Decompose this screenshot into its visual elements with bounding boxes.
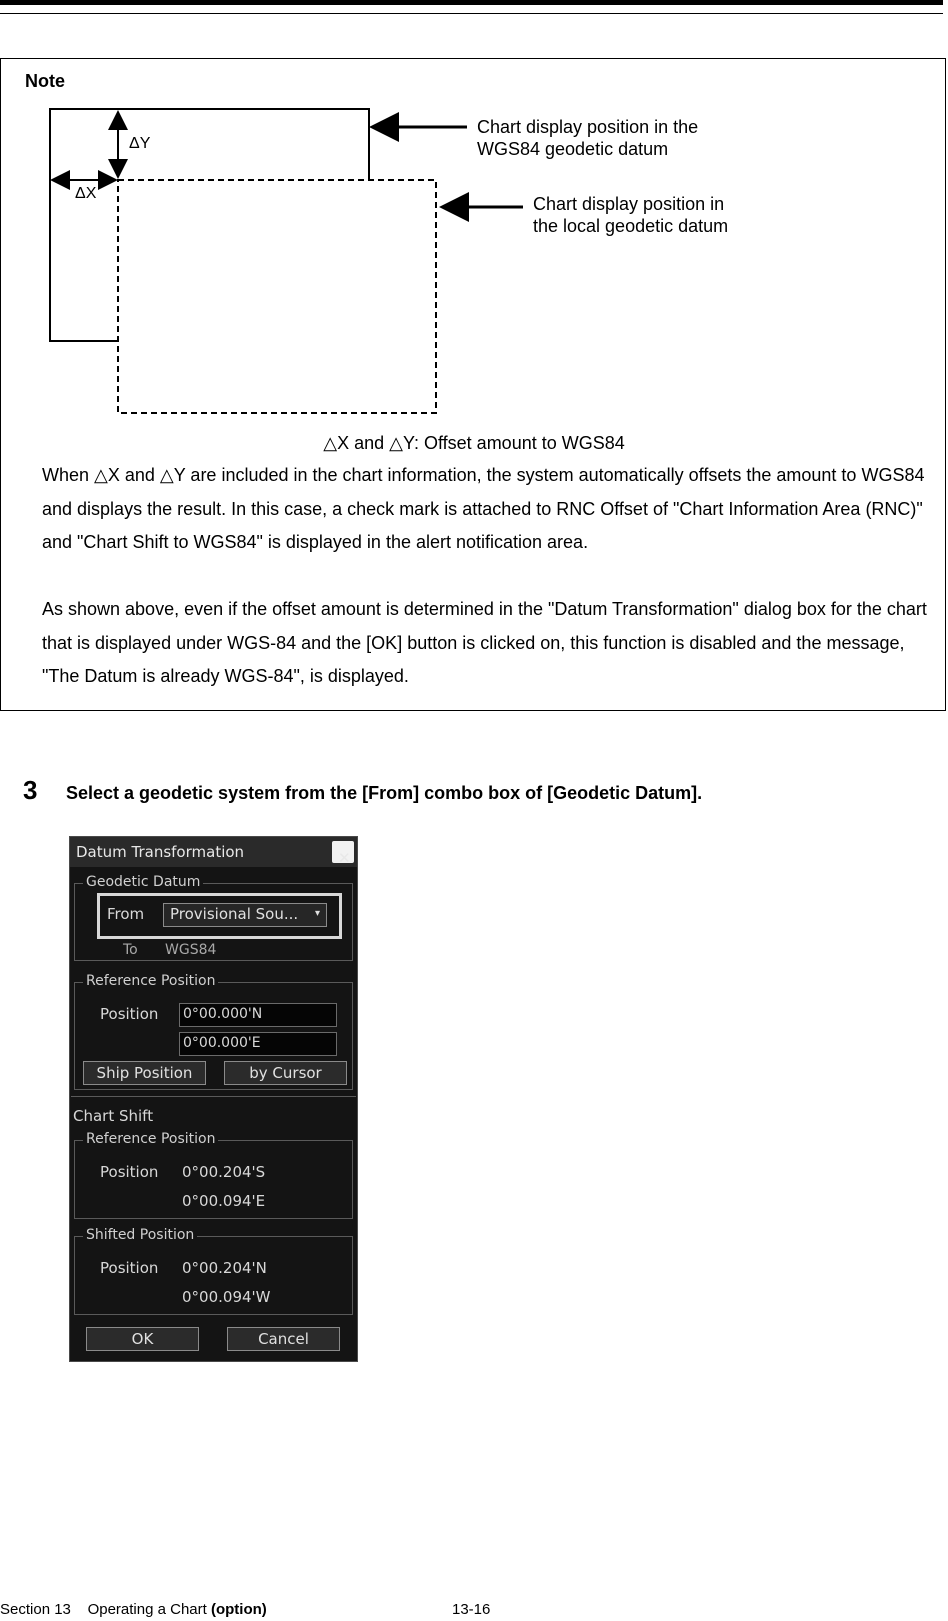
dialog-title: Datum Transformation [76,843,245,861]
from-combo-value: Provisional Sou... [170,905,299,923]
geodetic-datum-label: Geodetic Datum [83,874,203,890]
step-number: 3 [23,775,38,805]
shifted-position-group [74,1227,353,1315]
note-paragraph-2: As shown above, even if the offset amount is determined in the "Datum Transformation" dialog box for the chart that is displayed under WGS-84 and the [OK] button is clicked on, this function is disabled and the message, "The Datum is already WGS-84", is displayed. [42,599,927,686]
shifted-lon: 0°00.094'W [182,1288,271,1306]
shift-reference-lat: 0°00.204'S [182,1163,266,1181]
ship-position-button[interactable]: Ship Position [83,1061,206,1085]
wgs84-datum-label: Chart display position in the WGS84 geodetic datum [477,117,699,159]
page-number: 13-16 [452,1601,491,1618]
diagram-caption: △X and △Y: Offset amount to WGS84 [323,433,625,453]
to-value: WGS84 [165,942,217,958]
section-divider [71,1096,356,1097]
to-label: To [123,942,138,958]
shifted-position-caption: Position [100,1259,159,1277]
reference-position-label: Reference Position [83,973,218,989]
delta-y-label: ΔY [129,135,151,152]
shifted-lat: 0°00.204'N [182,1259,267,1277]
footer-section: Section 13 Operating a Chart (option) [0,1601,267,1618]
by-cursor-button[interactable]: by Cursor [224,1061,347,1085]
shift-reference-position-group [74,1131,353,1219]
delta-x-label: ΔX [75,185,97,202]
local-rectangle [118,180,436,413]
dialog-title-bar [70,837,357,867]
chart-shift-label: Chart Shift [73,1107,154,1125]
offset-diagram [1,59,947,429]
note-paragraph-1: When △X and △Y are included in the chart information, the system automatically offsets the amount to WGS84 and displays the result. In this case, a check mark is attached to RNC Offset of "Chart Information Area (RNC)" and "Chart Shift to WGS84" is displayed in the alert notification area. [42,465,925,552]
header-rule-thick [0,0,943,5]
header-rule-thin [0,13,943,14]
position-label: Position [100,1005,159,1023]
cancel-button[interactable]: Cancel [227,1327,340,1351]
step-instruction: Select a geodetic system from the [From] combo box of [Geodetic Datum]. [66,783,703,803]
shift-reference-position-caption: Position [100,1163,159,1181]
shift-reference-position-label: Reference Position [83,1131,218,1147]
shift-reference-lon: 0°00.094'E [182,1192,266,1210]
from-label: From [107,905,145,923]
reference-position-group [74,973,353,1090]
note-title: Note [25,71,65,91]
longitude-field[interactable]: 0°00.000'E [179,1032,337,1056]
shifted-position-label: Shifted Position [83,1227,197,1243]
close-button[interactable] [332,841,354,867]
datum-transformation-dialog [69,836,358,1362]
latitude-field[interactable]: 0°00.000'N [179,1003,337,1027]
chevron-down-icon: ▾ [314,908,320,919]
note-box [0,58,946,711]
close-icon: ✕ [338,849,351,867]
local-datum-label: Chart display position in the local geodetic datum [533,194,729,236]
from-combo-box[interactable] [163,903,327,927]
ok-button[interactable]: OK [86,1327,199,1351]
